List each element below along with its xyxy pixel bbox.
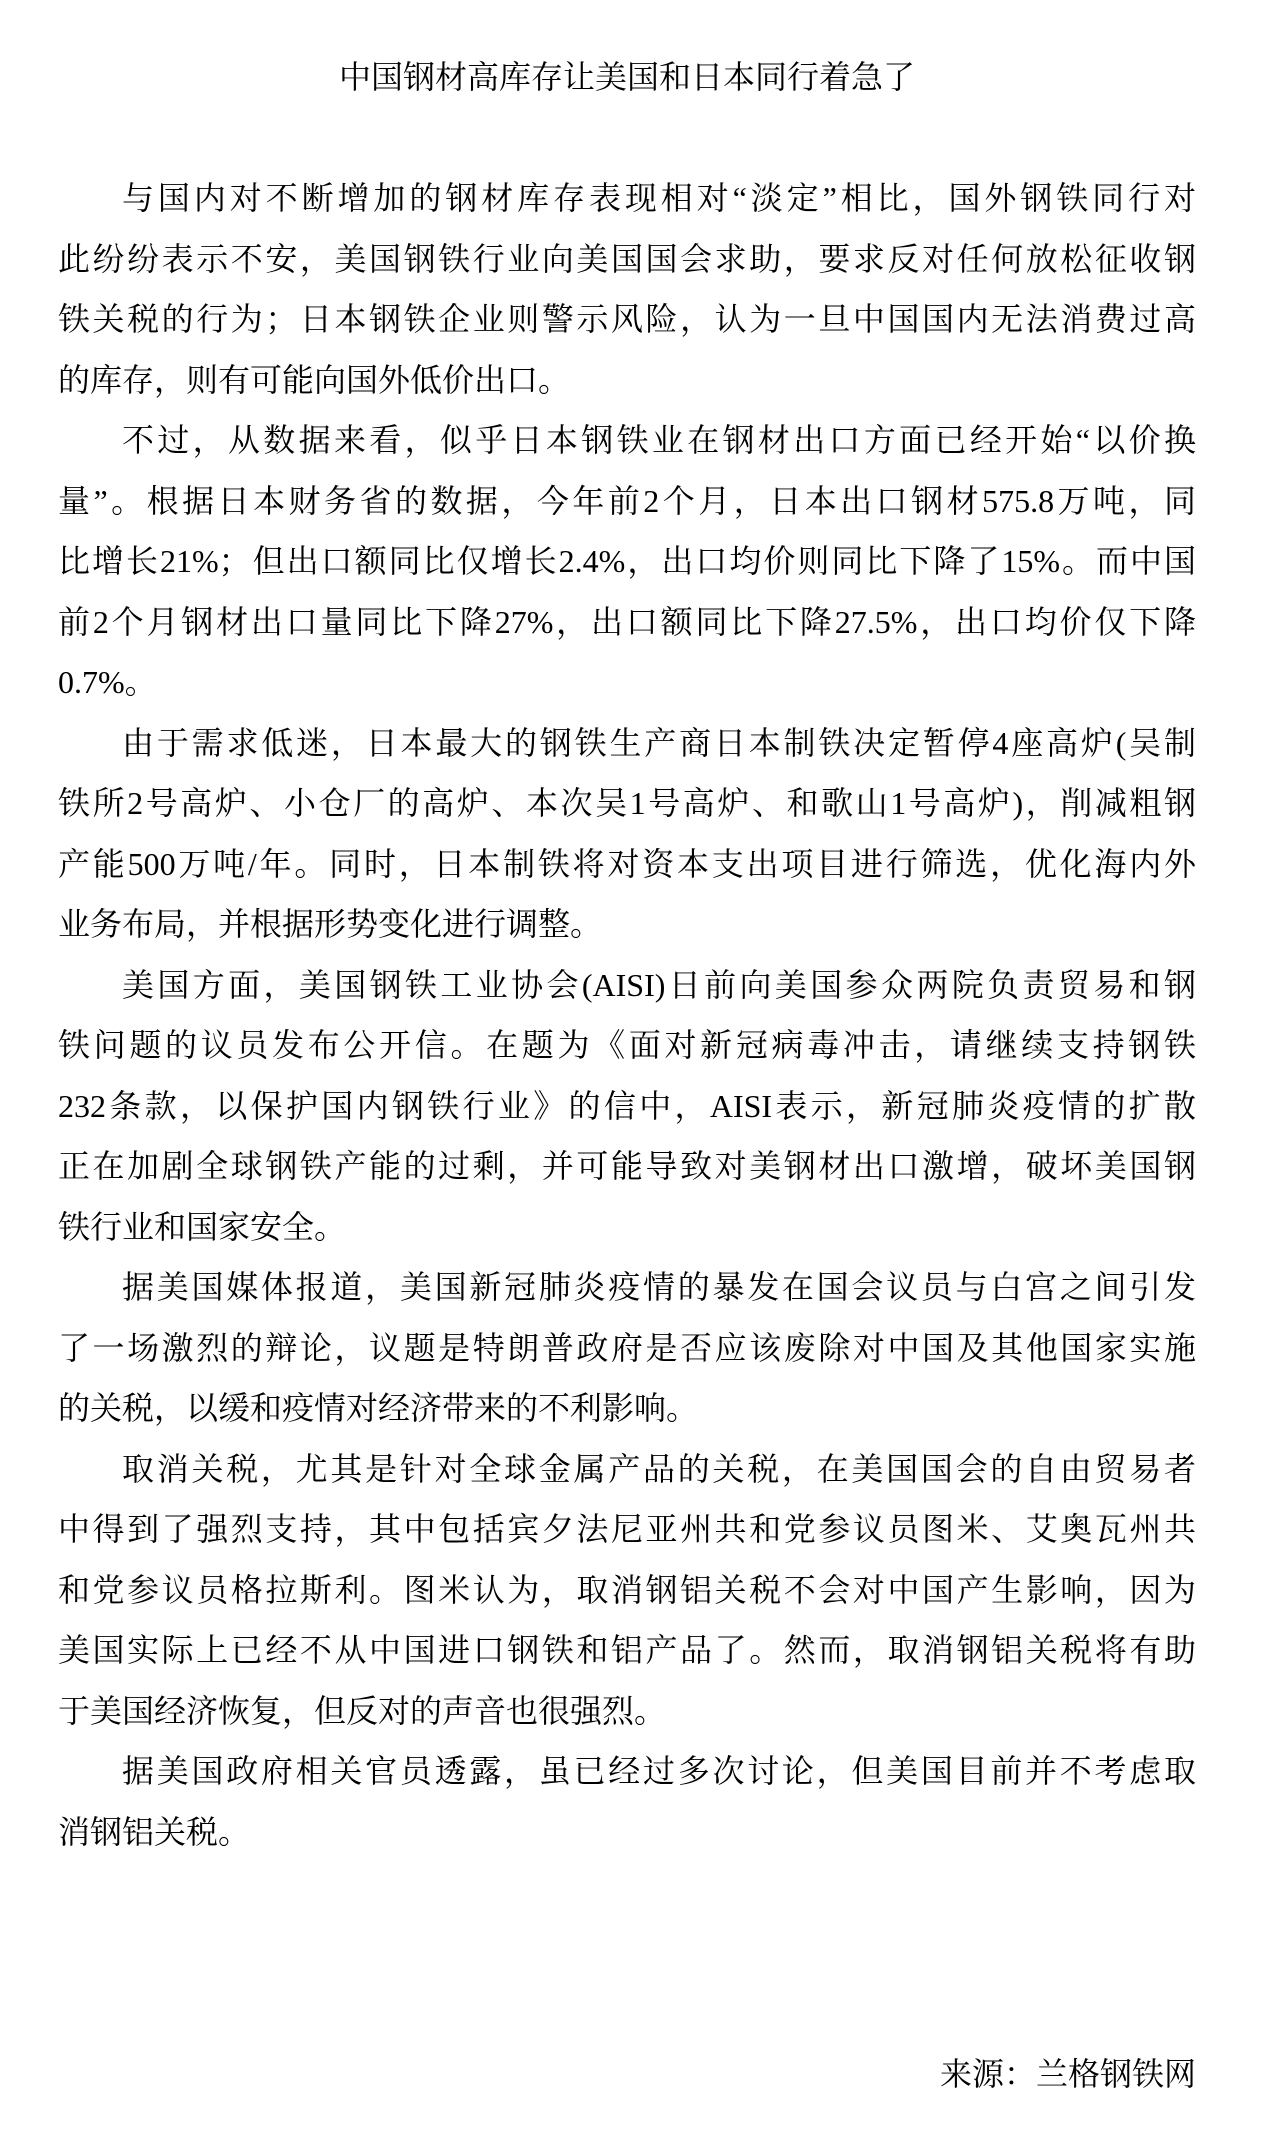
paragraph-line: 铁关税的行为；日本钢铁企业则警示风险，认为一旦中国国内无法消费过高 <box>58 301 1196 337</box>
paragraph <box>58 713 1196 955</box>
paragraph-line: 中得到了强烈支持，其中包括宾夕法尼亚州共和党参议员图米、艾奥瓦州共 <box>58 1511 1196 1547</box>
paragraph-line: 此纷纷表示不安，美国钢铁行业向美国国会求助，要求反对任何放松征收钢 <box>58 240 1196 277</box>
paragraph-line: 不过，从数据来看，似乎日本钢铁业在钢材出口方面已经开始“以价换 <box>122 422 1196 458</box>
paragraph-line: 0.7%。 <box>58 664 157 700</box>
paragraph-line: 的库存，则有可能向国外低价出口。 <box>58 361 571 398</box>
paragraph-line: 业务布局，并根据形势变化进行调整。 <box>58 906 603 942</box>
paragraph-line: 正在加剧全球钢铁产能的过剩，并可能导致对美钢材出口激增，破坏美国钢 <box>58 1148 1196 1184</box>
paragraph-line: 铁行业和国家安全。 <box>58 1208 347 1245</box>
paragraph-line: 消钢铝关税。 <box>58 1813 251 1850</box>
paragraph-line: 与国内对不断增加的钢材库存表现相对“淡定”相比，国外钢铁同行对 <box>122 180 1196 216</box>
paragraph-line: 铁问题的议员发布公开信。在题为《面对新冠病毒冲击，请继续支持钢铁 <box>58 1027 1196 1063</box>
paragraph-line: 于美国经济恢复，但反对的声音也很强烈。 <box>58 1692 667 1729</box>
paragraph-line: 232条款，以保护国内钢铁行业》的信中，AISI表示，新冠肺炎疫情的扩散 <box>58 1087 1196 1124</box>
article-title: 中国钢材高库存让美国和日本同行着急了 <box>338 59 915 95</box>
paragraph <box>58 1741 1196 1862</box>
source-credit: 来源：兰格钢铁网 <box>939 2055 1196 2092</box>
paragraph <box>58 410 1196 713</box>
paragraph-line: 美国实际上已经不从中国进口钢铁和铝产品了。然而，取消钢铝关税将有助 <box>58 1632 1196 1668</box>
paragraph-line: 的关税，以缓和疫情对经济带来的不利影响。 <box>58 1390 699 1426</box>
paragraph-line: 由于需求低迷，日本最大的钢铁生产商日本制铁决定暂停4座高炉(吴制 <box>122 724 1196 761</box>
paragraph-line: 了一场激烈的辩论，议题是特朗普政府是否应该废除对中国及其他国家实施 <box>58 1329 1196 1366</box>
paragraph-line: 取消关税，尤其是针对全球金属产品的关税，在美国国会的自由贸易者 <box>122 1450 1196 1487</box>
paragraph-line: 量”。根据日本财务省的数据，今年前2个月，日本出口钢材575.8万吨，同 <box>58 482 1196 519</box>
paragraph <box>58 168 1196 410</box>
paragraph-line: 据美国媒体报道，美国新冠肺炎疫情的暴发在国会议员与白宫之间引发 <box>122 1269 1196 1305</box>
article-body <box>58 168 1196 1862</box>
paragraph-line: 比增长21%；但出口额同比仅增长2.4%，出口均价则同比下降了15%。而中国 <box>58 543 1196 579</box>
paragraph-line: 铁所2号高炉、小仓厂的高炉、本次吴1号高炉、和歌山1号高炉)，削减粗钢 <box>58 785 1196 821</box>
paragraph <box>58 955 1196 1258</box>
paragraph <box>58 1439 1196 1742</box>
paragraph-line: 据美国政府相关官员透露，虽已经过多次讨论，但美国目前并不考虑取 <box>122 1753 1196 1789</box>
paragraph <box>58 1257 1196 1439</box>
paragraph-line: 前2个月钢材出口量同比下降27%，出口额同比下降27.5%，出口均价仅下降 <box>58 603 1196 640</box>
paragraph-line: 产能500万吨/年。同时，日本制铁将对资本支出项目进行筛选，优化海内外 <box>58 845 1196 882</box>
paragraph-line: 和党参议员格拉斯利。图米认为，取消钢铝关税不会对中国产生影响，因为 <box>58 1571 1196 1608</box>
paragraph-line: 美国方面，美国钢铁工业协会(AISI)日前向美国参众两院负责贸易和钢 <box>122 966 1196 1003</box>
